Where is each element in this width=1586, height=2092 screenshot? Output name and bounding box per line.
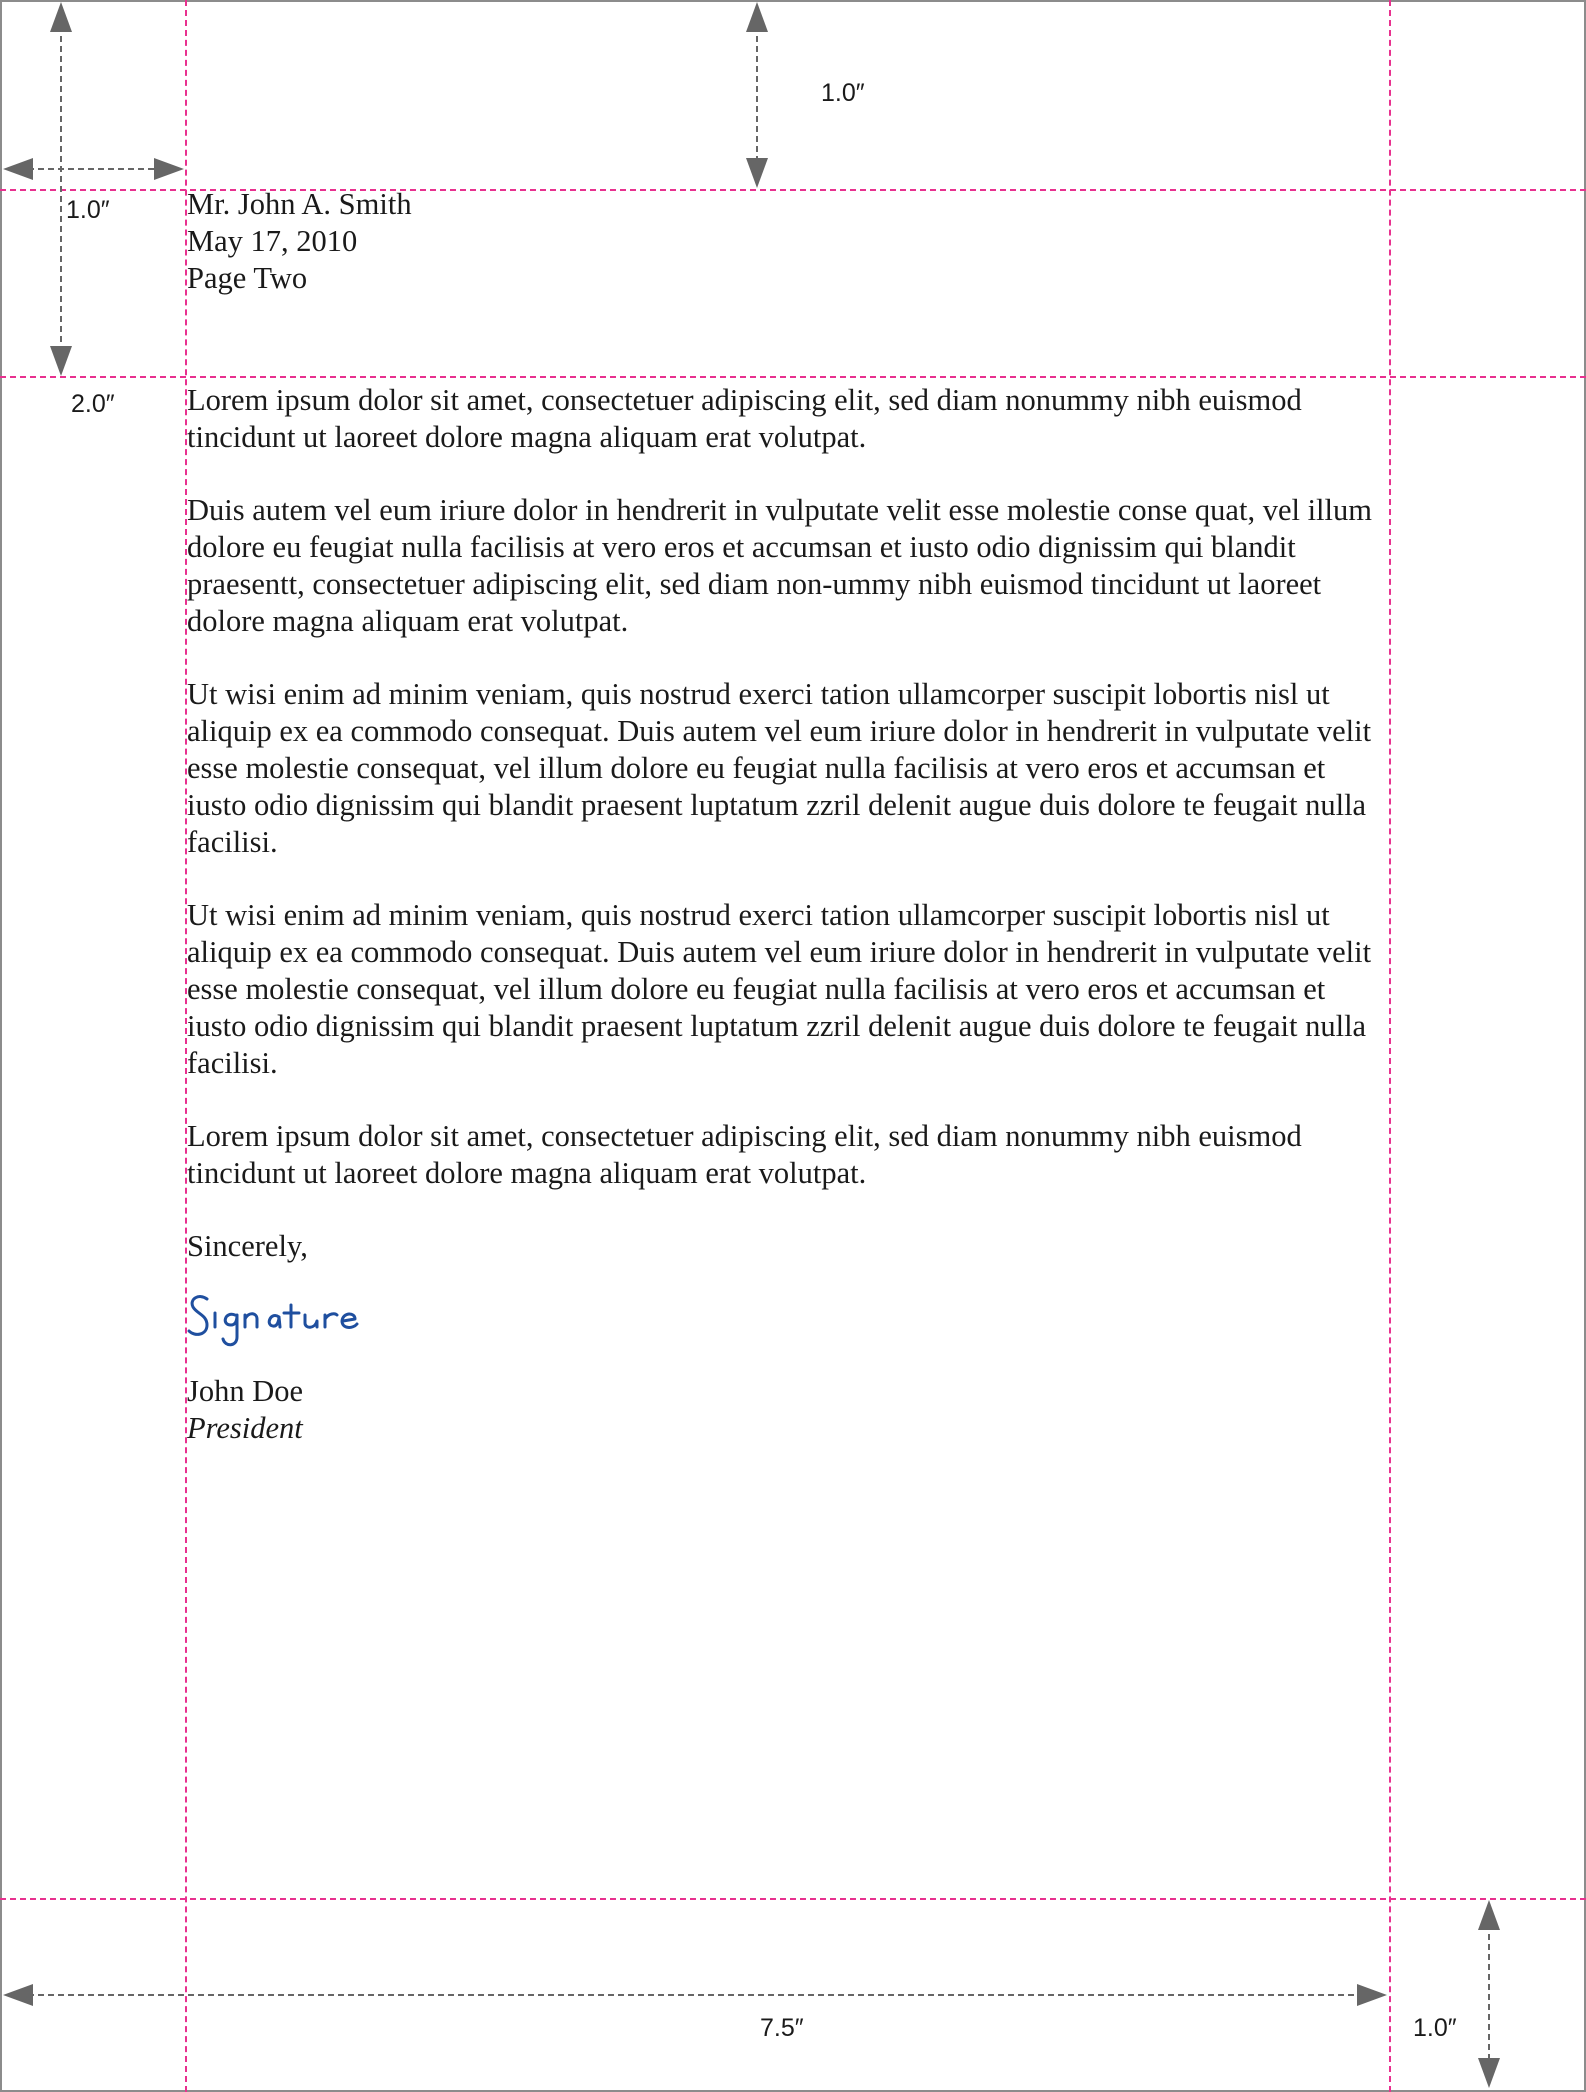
body-paragraph: Ut wisi enim ad minim veniam, quis nostrud exerci tation ullamcorper suscipit lobortis nisl ut aliquip ex ea commodo consequat. Duis autem vel eum iriure dolor in hendrerit in vulputate velit esse molestie consequat, vel illum dolore eu feugiat nulla facilisis at vero eros et accumsan et iusto odio dignissim qui blandit praesent luptatum zzril delenit augue duis dolore te feugait nulla facilisi. — [187, 898, 1372, 1080]
text-width-arrow — [3, 1984, 1387, 2006]
handwritten-signature — [187, 1279, 427, 1359]
bottom-margin-label: 1.0″ — [1413, 2014, 1457, 2042]
header-depth-arrow — [50, 2, 72, 376]
top-margin-arrow — [746, 2, 768, 188]
letter-page — [187, 186, 1382, 1447]
signer-title: President — [187, 1411, 303, 1445]
body-paragraph: Lorem ipsum dolor sit amet, consectetuer adipiscing elit, sed diam nonummy nibh euismod tincidunt ut laoreet dolore magna aliquam erat volutpat. — [187, 1119, 1302, 1190]
closing-line: Sincerely, — [187, 1229, 308, 1263]
page-number-line: Page Two — [187, 261, 308, 295]
recipient-line: Mr. John A. Smith — [187, 187, 412, 221]
body-paragraph: Lorem ipsum dolor sit amet, consectetuer adipiscing elit, sed diam nonummy nibh euismod tincidunt ut laoreet dolore magna aliquam erat volutpat. — [187, 383, 1302, 454]
top-margin-label: 1.0″ — [821, 79, 865, 107]
bottom-margin-arrow — [1478, 1900, 1500, 2088]
left-margin-label: 1.0″ — [66, 196, 110, 224]
signer-name: John Doe — [187, 1374, 304, 1408]
header-depth-label: 2.0″ — [71, 390, 115, 418]
date-line: May 17, 2010 — [187, 224, 358, 258]
body-paragraph: Ut wisi enim ad minim veniam, quis nostrud exerci tation ullamcorper suscipit lobortis nisl ut aliquip ex ea commodo consequat. Duis autem vel eum iriure dolor in hendrerit in vulputate velit esse molestie consequat, vel illum dolore eu feugiat nulla facilisis at vero eros et accumsan et iusto odio dignissim qui blandit praesent luptatum zzril delenit augue duis dolore te feugait nulla facilisi. — [187, 677, 1372, 859]
letter-header — [187, 186, 1382, 382]
body-paragraph: Duis autem vel eum iriure dolor in hendrerit in vulputate velit esse molestie conse quat, vel illum dolore eu feugiat nulla facilisis at vero eros et accumsan et iusto odio dignissim qui blandit praesentt, consectetuer adipiscing elit, sed diam non-ummy nibh euismod tincidunt ut laoreet dolore magna aliquam erat volutpat. — [187, 493, 1372, 638]
signature-area — [187, 1279, 1382, 1359]
left-margin-arrow — [3, 158, 184, 180]
text-width-label: 7.5″ — [760, 2014, 804, 2042]
